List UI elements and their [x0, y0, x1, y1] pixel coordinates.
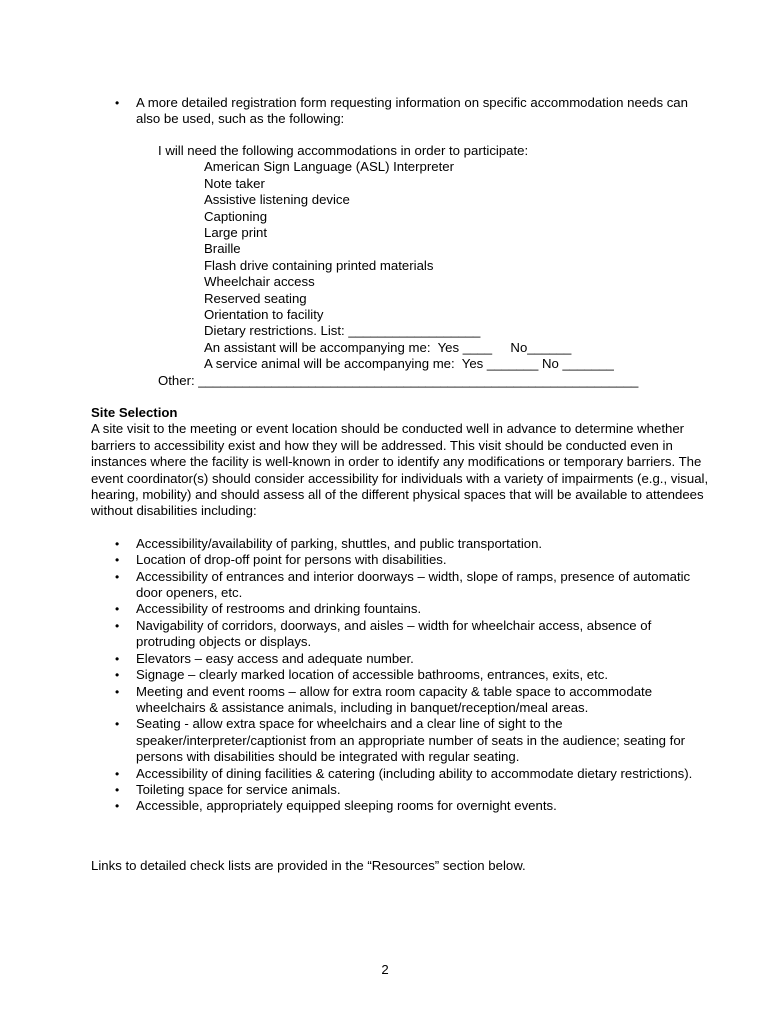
form-option: Dietary restrictions. List: __________________	[204, 323, 481, 339]
form-option: Assistive listening device	[204, 192, 350, 208]
site-selection-section	[91, 405, 711, 815]
form-option: American Sign Language (ASL) Interpreter	[204, 159, 454, 175]
site-selection-list	[91, 536, 711, 815]
list-item: • Accessibility of restrooms and drinking fountains.	[91, 601, 711, 617]
form-option: Note taker	[204, 175, 265, 191]
form-lead-text: I will need the following accommodations in order to participate:	[158, 143, 529, 158]
accommodation-form-example	[158, 143, 678, 389]
list-item: • Location of drop-off point for persons with disabilities.	[91, 552, 711, 568]
list-item: • Seating - allow extra space for wheelchairs and a clear line of sight to the speaker/interpreter/captionist from an appropriate number of seats in the audience; seating for persons with disabilities should be integrated with regular seating.	[91, 716, 711, 765]
form-other-line: Other: ____________________________________________________________	[158, 372, 639, 388]
list-item: • Accessible, appropriately equipped sleeping rooms for overnight events.	[91, 798, 711, 814]
form-option: Orientation to facility	[204, 307, 324, 323]
form-option: Braille	[204, 241, 241, 257]
list-item: • Toileting space for service animals.	[91, 782, 711, 798]
form-option: A service animal will be accompanying me: Yes _______ No _______	[204, 356, 614, 372]
form-option: Reserved seating	[204, 290, 307, 306]
form-option: Flash drive containing printed materials	[204, 257, 434, 273]
section-heading: Site Selection	[91, 405, 178, 420]
form-option: Captioning	[204, 208, 268, 224]
list-item: • Accessibility of dining facilities & catering (including ability to accommodate dietary restrictions).	[91, 766, 711, 782]
form-option: An assistant will be accompanying me: Yes ____ No______	[204, 339, 572, 355]
intro-bullet-item: • A more detailed registration form requesting information on specific accommodation needs can also be used, such as the following:	[91, 95, 711, 128]
list-item: • Navigability of corridors, doorways, and aisles – width for wheelchair access, absence of protruding objects or displays.	[91, 618, 711, 651]
form-option: Large print	[204, 225, 268, 241]
form-option: Wheelchair access	[204, 274, 315, 290]
intro-bullet-list	[91, 95, 711, 128]
list-item: • Accessibility of entrances and interior doorways – width, slope of ramps, presence of automatic door openers, etc.	[91, 569, 711, 602]
list-item: • Elevators – easy access and adequate number.	[91, 651, 711, 667]
page-number: 2	[381, 962, 389, 977]
list-item: • Accessibility/availability of parking, shuttles, and public transportation.	[91, 536, 711, 552]
list-item: • Meeting and event rooms – allow for extra room capacity & table space to accommodate wheelchairs & assistance animals, including in banquet/reception/meal areas.	[91, 684, 711, 717]
links-note: Links to detailed check lists are provided in the “Resources” section below.	[91, 858, 526, 873]
site-selection-paragraph: A site visit to the meeting or event location should be conducted well in advance to determine whether barriers to accessibility exist and how they will be addressed. This visit should be conducted even in instances where the facility is well-known in order to identify any modifications or temporary barriers. The event coordinator(s) should consider accessibility for individuals with a variety of impairments (e.g., visual, hearing, mobility) and should assess all of the different physical spaces that will be available to attendees without disabilities including:	[91, 421, 709, 519]
list-item: • Signage – clearly marked location of accessible bathrooms, entrances, exits, etc.	[91, 667, 711, 683]
